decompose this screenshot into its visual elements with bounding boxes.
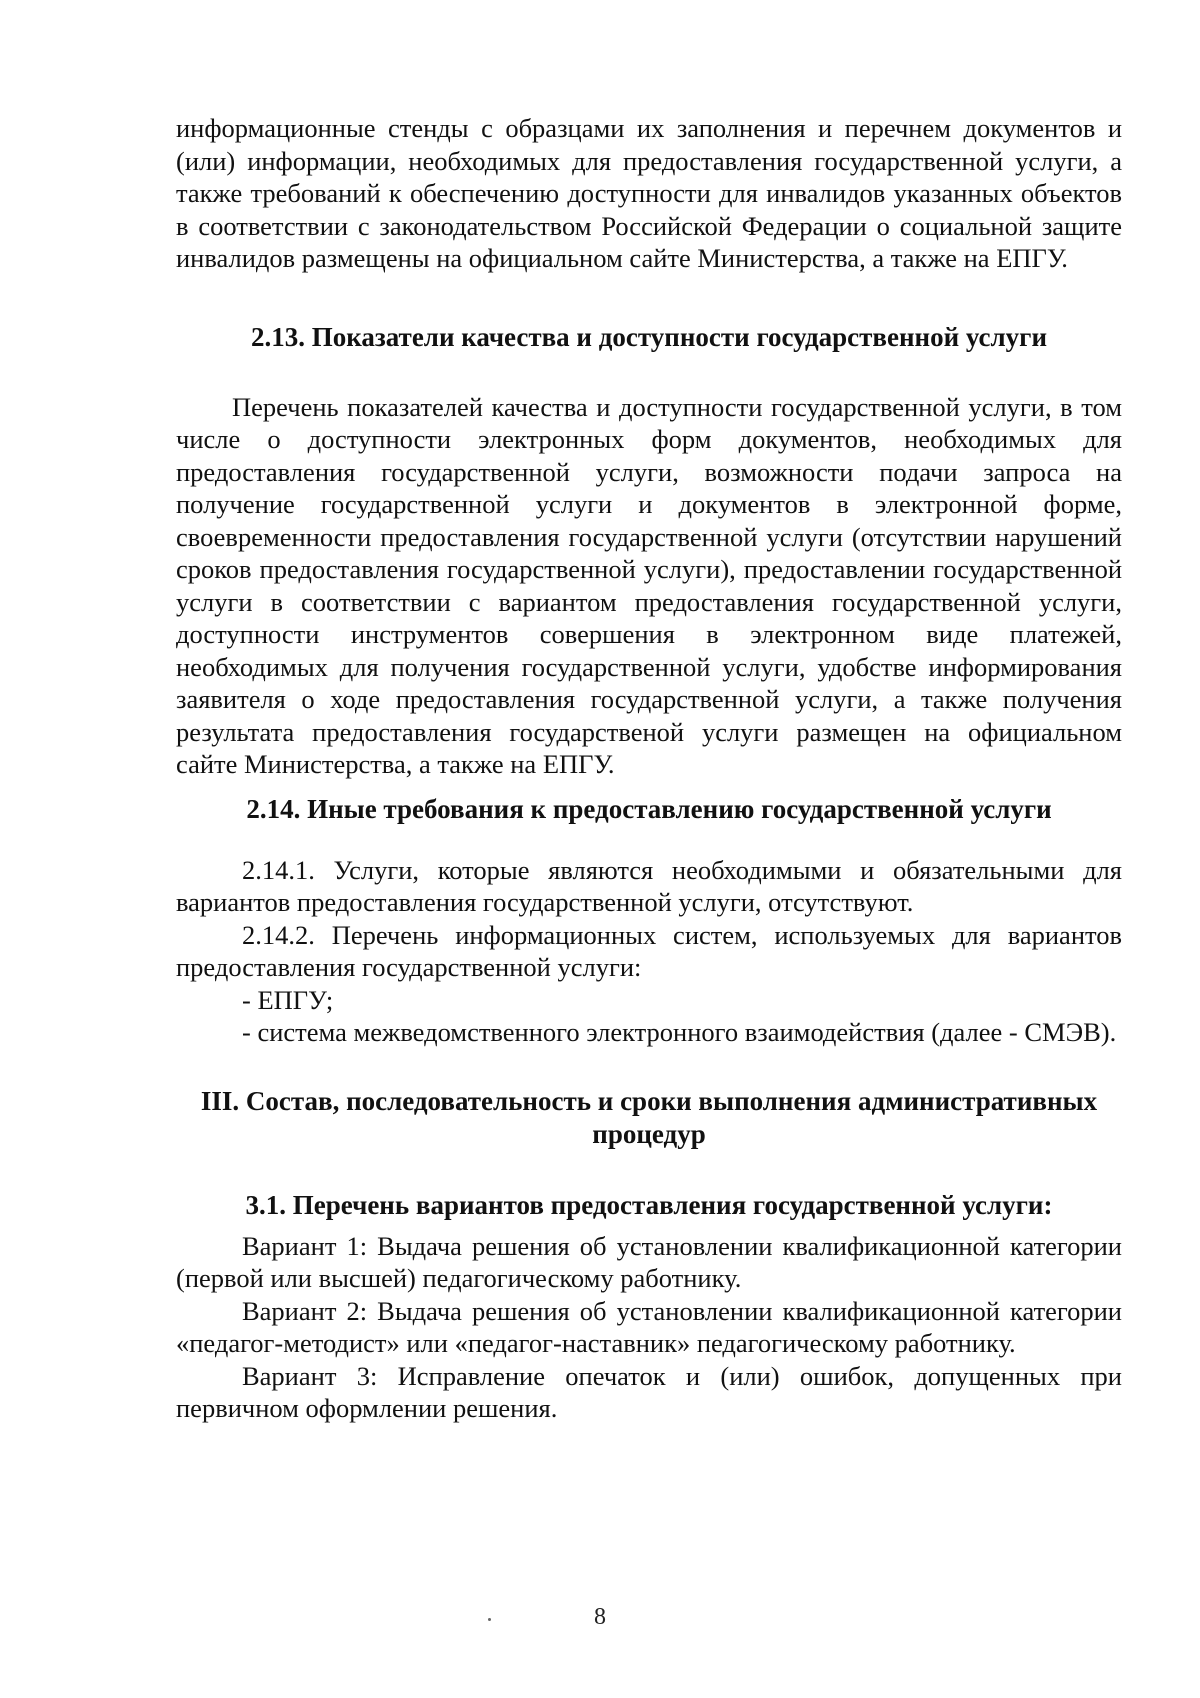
variant-2-text: Вариант 2: Выдача решения об установлении квалификационной категории «педагог-методист» или «педагог-наставник» педагогическому работнику. [176,1295,1122,1358]
list-item-smev: - система межведомственного электронного взаимодействия (далее - СМЭВ). [242,1017,1117,1047]
section-3-heading [176,1085,1122,1151]
section-3-heading-line2: процедур [592,1118,706,1149]
document-page [176,112,1122,1425]
variant-1-text: Вариант 1: Выдача решения об установлении квалификационной категории (первой или высшей) педагогическому работнику. [176,1230,1122,1293]
page-number: 8 [594,1604,606,1630]
section-2-14-2-text: 2.14.2. Перечень информационных систем, используемых для вариантов предоставления государственной услуги: [176,919,1122,982]
section-2-14-1-text: 2.14.1. Услуги, которые являются необходимыми и обязательными для вариантов предоставления государственной услуги, отсутствуют. [176,854,1122,917]
section-3-heading-line1: III. Состав, последовательность и сроки выполнения административных [200,1085,1098,1116]
intro-paragraph: информационные стенды с образцами их заполнения и перечнем документов и (или) информации, необходимых для предоставления государственной услуги, а также требований к обеспечению доступности для инвалидов указанных объектов в соответствии с законодательством Российской Федерации о социальной защите инвалидов размещены на официальном сайте Министерства, а также на ЕПГУ. [176,113,1122,273]
list-item-epgu: - ЕПГУ; [242,984,334,1015]
section-2-13-heading: 2.13. Показатели качества и доступности государственной услуги [251,321,1047,352]
variant-3-text: Вариант 3: Исправление опечаток и (или) ошибок, допущенных при первичном оформлении решения. [176,1360,1122,1423]
section-2-14-heading: 2.14. Иные требования к предоставлению государственной услуги [246,793,1052,824]
section-3-1-heading: 3.1. Перечень вариантов предоставления государственной услуги: [245,1189,1053,1220]
section-2-13-text: Перечень показателей качества и доступности государственной услуги, в том числе о доступности электронных форм документов, необходимых для предоставления государственной услуги, возможности подачи запроса на получение государственной услуги и документов в электронной форме, своевременности предоставления государственной услуги (отсутствии нарушений сроков предоставления государственной услуги), предоставлении государственной услуги в соответствии с вариантом предоставления государственной услуги, доступности инструментов совершения в электронном виде платежей, необходимых для получения государственной услуги, удобстве информирования заявителя о ходе предоставления государственной услуги, а также получения результата предоставления государственой услуги размещен на официальном сайте Министерства, а также на ЕПГУ. [176,391,1122,779]
